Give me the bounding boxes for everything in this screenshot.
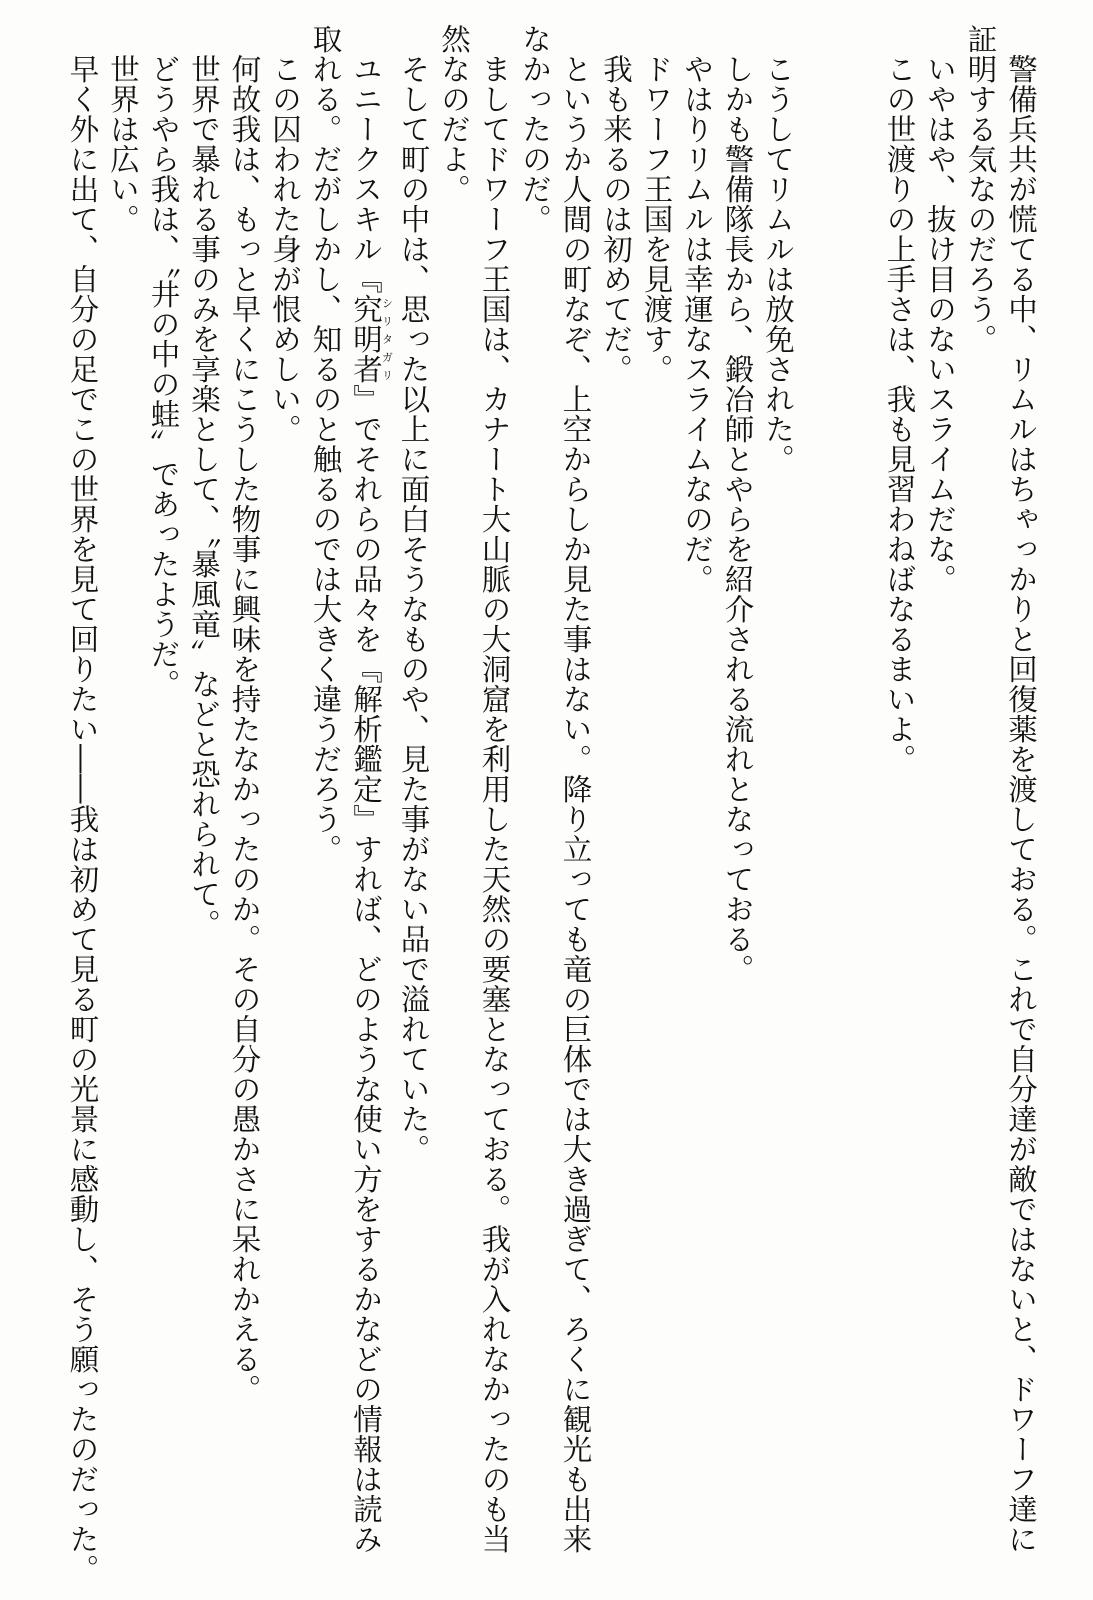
text-line: この世渡りの上手さは、我も見習わねばなるまいよ。	[882, 24, 917, 774]
text-line: そして町の中は、思った以上に面白そうなものや、見た事がない品で溢れていた。	[396, 24, 431, 1164]
text-line: 証明する気なのだろう。	[963, 24, 998, 354]
text-line: いやはや、抜け目のないスライムだな。	[923, 24, 957, 594]
ruby-term	[349, 294, 394, 384]
ruby-reading: シリタガリ	[380, 294, 394, 384]
text-line: この囚われた身が恨めしい。	[268, 24, 302, 444]
text-line: 然なのだよ。	[437, 24, 471, 204]
text-line: やはりリムルは幸運なスライムなのだ。	[680, 24, 714, 594]
text-line: 警備兵共が慌てる中、リムルはちゃっかりと回復薬を渡しておる。これで自分達が敵ではないと、ドワーフ達に	[1004, 24, 1038, 1554]
line-segment: ユニークスキル『	[349, 24, 383, 294]
blank-line	[839, 24, 880, 1554]
text-line: 何故我は、もっと早くにこうした物事に興味を持たなかったのか。その自分の愚かさに呆れかえる。	[227, 24, 262, 1404]
text-line: ましてドワーフ王国は、カナート大山脈の大洞窟を利用した天然の要塞となっておる。我が入れなかったのも当	[477, 24, 512, 1554]
ruby-base: 究明者	[349, 294, 383, 384]
line-segment: 』でそれらの品々を『解析鑑定』すれば、どのような使い方をするかなどの情報は読み	[349, 384, 383, 1554]
text-line: しかも警備隊長から、鍛冶師とやらを紹介される流れとなっておる。	[720, 24, 755, 984]
text-line: 取れる。だがしかし、知るのと触るのでは大きく違うだろう。	[308, 24, 343, 864]
text-line: ドワーフ王国を見渡す。	[639, 24, 674, 384]
text-line: というか人間の町なぞ、上空からしか見た事はない。降り立っても竜の巨体では大き過ぎて、ろくに観光も出来	[558, 24, 593, 1554]
text-line: こうしてリムルは放免された。	[761, 24, 795, 474]
text-line: 早く外に出て、自分の足でこの世界を見て回りたい――我は初めて見る町の光景に感動し、そう願ったのだった。	[65, 24, 100, 1584]
text-line: 世界で暴れる事のみを享楽として、〝暴風竜〟などと恐れられて。	[187, 24, 221, 940]
blank-line	[798, 24, 839, 1554]
text-line	[346, 24, 394, 1554]
text-line: なかったのだ。	[518, 24, 552, 234]
text-line: 我も来るのは初めてだ。	[599, 24, 633, 384]
text-line: 世界は広い。	[106, 24, 140, 234]
vertical-text-body	[41, 24, 1041, 1584]
text-line: どうやら我は、〝井の中の蛙〟であったようだ。	[146, 24, 181, 700]
